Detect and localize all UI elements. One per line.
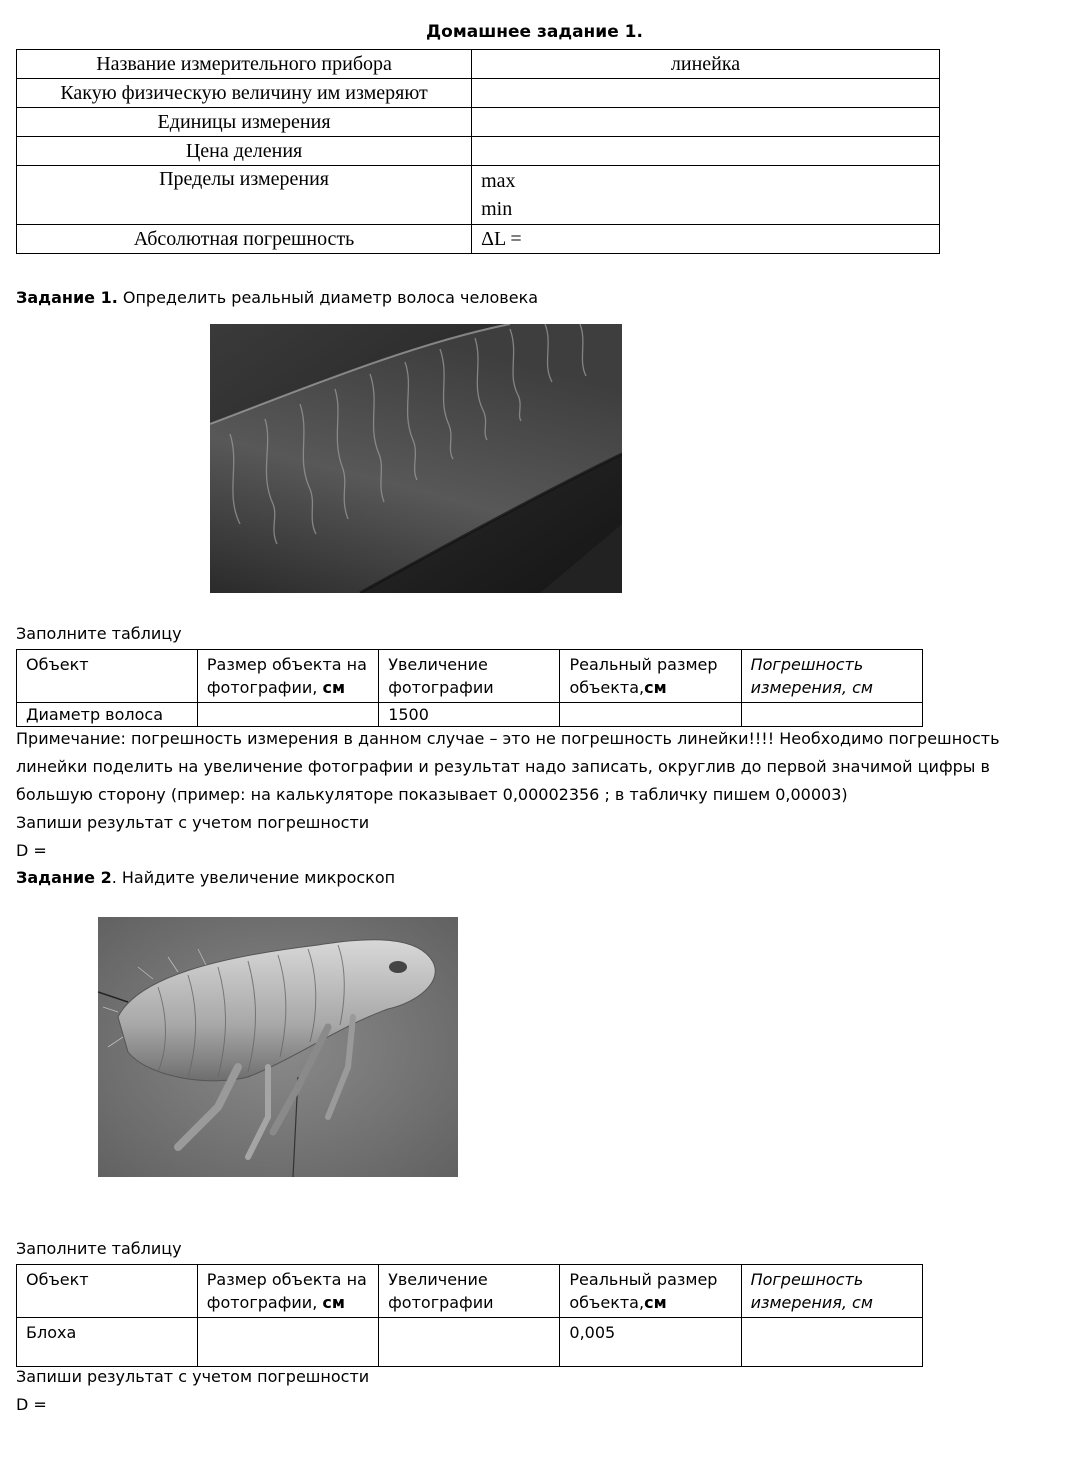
task1-fill-label: Заполните таблицу [16, 624, 182, 643]
header-object: Объект [17, 650, 198, 703]
table-row [17, 1318, 923, 1367]
row-label: Какую физическую величину им измеряют [17, 79, 472, 108]
limit-max: max [481, 170, 516, 192]
cell-object: Диаметр волоса [17, 703, 198, 727]
limit-min: min [481, 198, 513, 220]
row-label: Единицы измерения [17, 108, 472, 137]
row-value[interactable] [472, 137, 940, 166]
task2-heading-bold: Задание 2 [16, 868, 112, 887]
cell-error[interactable] [741, 1318, 922, 1367]
row-label: Цена деления [17, 137, 472, 166]
task1-result-label: Запиши результат с учетом погрешности [16, 813, 370, 832]
table-row [17, 703, 923, 727]
hair-data-table [16, 649, 923, 727]
flea-data-table [16, 1264, 923, 1367]
cell-photo-size[interactable] [197, 703, 378, 727]
task2-heading-text: . Найдите увеличение микроскоп [111, 868, 396, 887]
instrument-table [16, 49, 940, 254]
header-object: Объект [17, 1265, 198, 1318]
header-photo-size: Размер объекта на фотографии, см [197, 650, 378, 703]
task1-heading-bold: Задание 1. [16, 288, 118, 307]
cell-real-size: 0,005 [560, 1318, 741, 1367]
table-row [17, 79, 940, 108]
header-error: Погрешность измерения, см [741, 1265, 922, 1318]
flea-micrograph [98, 917, 458, 1177]
cell-object: Блоха [17, 1318, 198, 1367]
document-title: Домашнее задание 1. [426, 22, 643, 42]
row-label: Название измерительного прибора [17, 50, 472, 79]
task1-result-value[interactable]: D = [16, 841, 47, 860]
header-photo-size: Размер объекта на фотографии, см [197, 1265, 378, 1318]
row-value[interactable]: ΔL = [472, 225, 940, 254]
cell-photo-size[interactable] [197, 1318, 378, 1367]
row-value[interactable] [472, 79, 940, 108]
task2-result-label: Запиши результат с учетом погрешности [16, 1367, 370, 1386]
cell-error[interactable] [741, 703, 922, 727]
header-magnification: Увеличение фотографии [379, 650, 560, 703]
measurement-limits-cell[interactable] [472, 166, 940, 225]
row-label: Абсолютная погрешность [17, 225, 472, 254]
header-real-size: Реальный размер объекта,см [560, 650, 741, 703]
table-row [17, 50, 940, 79]
header-magnification: Увеличение фотографии [379, 1265, 560, 1318]
row-value[interactable]: линейка [472, 50, 940, 79]
table-row [17, 108, 940, 137]
row-label: Пределы измерения [17, 166, 472, 225]
cell-magnification: 1500 [379, 703, 560, 727]
table-row [17, 137, 940, 166]
task2-result-value[interactable]: D = [16, 1395, 47, 1414]
table-header-row [17, 650, 923, 703]
table-header-row [17, 1265, 923, 1318]
task2-fill-label: Заполните таблицу [16, 1239, 182, 1258]
header-error: Погрешность измерения, см [741, 650, 922, 703]
cell-magnification[interactable] [379, 1318, 560, 1367]
task1-heading-text: Определить реальный диаметр волоса человека [117, 288, 539, 307]
hair-micrograph [210, 324, 622, 593]
cell-real-size[interactable] [560, 703, 741, 727]
table-row [17, 166, 940, 225]
task1-heading [16, 288, 538, 307]
header-real-size: Реальный размер объекта,см [560, 1265, 741, 1318]
task1-note: Примечание: погрешность измерения в данном случае – это не погрешность линейки!!!! Необходимо погрешность линейки поделить на увеличение фотографии и результат надо записать, округлив до первой значимой цифры в большую сторону (пример: на калькуляторе показывает 0,00002356 ; в табличку пишем 0,00003) [16, 729, 1000, 804]
task2-heading [16, 868, 395, 887]
table-row [17, 225, 940, 254]
row-value[interactable] [472, 108, 940, 137]
